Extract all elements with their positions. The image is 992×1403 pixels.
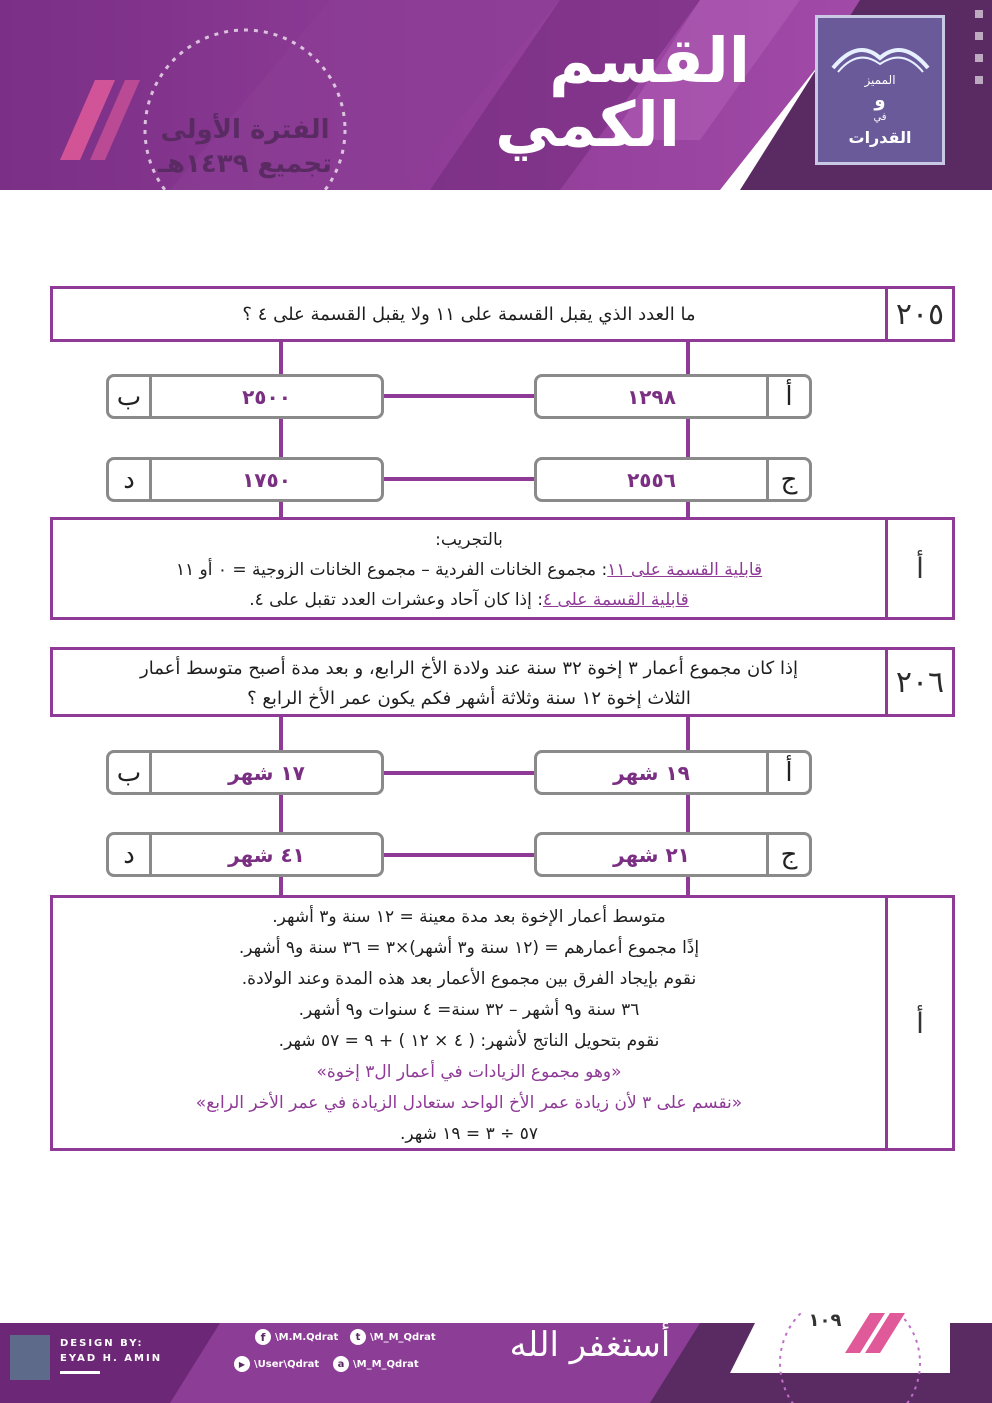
brand-logo bbox=[815, 15, 945, 165]
section-title-line2: الكمي bbox=[495, 88, 680, 161]
connector bbox=[384, 853, 536, 857]
instagram-link[interactable] bbox=[333, 1356, 419, 1372]
solution-rule-1 bbox=[53, 555, 885, 585]
option-value: ١٢٩٨ bbox=[627, 384, 676, 409]
page-number: ١٠٩ bbox=[808, 1310, 842, 1331]
facebook-handle: \M.M.Qdrat bbox=[275, 1331, 339, 1343]
youtube-handle: \User\Qdrat bbox=[254, 1358, 320, 1370]
option-206-c[interactable] bbox=[534, 832, 812, 877]
option-letter: أ bbox=[766, 753, 809, 792]
option-206-d[interactable] bbox=[106, 832, 384, 877]
rule-label: قابلية القسمة على ٤ bbox=[542, 590, 689, 610]
calligraphy: أستغفر الله bbox=[509, 1325, 671, 1365]
solution-206 bbox=[53, 902, 885, 1150]
option-value: ٢١ شهر bbox=[613, 842, 690, 867]
logo-text-top: المميز bbox=[864, 73, 896, 87]
solution-note: «نقسم على ٣ لأن زيادة عمر الأخ الواحد ستعادل الزيادة في عمر الأخر الرابع» bbox=[195, 1093, 743, 1113]
answer-206: أ bbox=[885, 898, 952, 1148]
solution-final: ٥٧ ÷ ٣ = ١٩ شهر. bbox=[399, 1124, 539, 1144]
solution-206-box bbox=[50, 895, 955, 1151]
youtube-icon: ▶ bbox=[234, 1356, 250, 1372]
twitter-icon: t bbox=[350, 1329, 366, 1345]
solution-line: نقوم بتحويل الناتج لأشهر: ( ٤ × ١٢ ) + ٩ = ٥٧ شهر. bbox=[278, 1031, 660, 1051]
option-letter: ب bbox=[109, 753, 152, 792]
solution-line: نقوم بإيجاد الفرق بين مجموع الأعمار بعد هذه المدة وعند الولادة. bbox=[241, 969, 697, 989]
connector bbox=[384, 394, 536, 398]
option-letter: د bbox=[109, 460, 152, 499]
option-value: ٢٥٥٦ bbox=[627, 467, 676, 492]
question-206-number: ٢٠٦ bbox=[885, 650, 952, 714]
solution-intro: بالتجريب: bbox=[435, 530, 503, 550]
solution-line: ٣٦ سنة و٩ أشهر – ٣٢ سنة= ٤ سنوات و٩ أشهر. bbox=[298, 1000, 640, 1020]
book-icon bbox=[828, 28, 933, 78]
logo-text-mid: و bbox=[874, 90, 886, 111]
question-205-text: ما العدد الذي يقبل القسمة على ١١ ولا يقبل القسمة على ٤ ؟ bbox=[242, 303, 696, 325]
option-letter: ج bbox=[766, 835, 809, 874]
question-206-line1: إذا كان مجموع أعمار ٣ إخوة ٣٢ سنة عند ولادة الأخ الرابع، و بعد مدة أصبح متوسط أعمار bbox=[140, 658, 798, 679]
solution-205-box bbox=[50, 517, 955, 620]
answer-205: أ bbox=[885, 520, 952, 617]
rule-text: : إذا كان آحاد وعشرات العدد تقبل على ٤. bbox=[249, 590, 543, 610]
option-205-a[interactable] bbox=[534, 374, 812, 419]
design-by-label: DESIGN BY: bbox=[60, 1338, 144, 1349]
option-205-c[interactable] bbox=[534, 457, 812, 502]
logo-text-main: القدرات bbox=[848, 128, 912, 147]
page-footer bbox=[0, 1310, 992, 1403]
section-title-line1: القسم bbox=[549, 24, 750, 97]
question-206-line2: الثلاث إخوة ١٢ سنة وثلاثة أشهر فكم يكون عمر الأخ الرابع ؟ bbox=[247, 688, 691, 709]
option-205-d[interactable] bbox=[106, 457, 384, 502]
question-205-number: ٢٠٥ bbox=[885, 289, 952, 339]
rule-label: قابلية القسمة على ١١ bbox=[607, 560, 763, 580]
twitter-link[interactable] bbox=[350, 1329, 436, 1345]
option-206-a[interactable] bbox=[534, 750, 812, 795]
period-line2: تجميع ١٤٣٩هـ bbox=[158, 149, 332, 179]
connector bbox=[384, 771, 536, 775]
period-line1: الفترة الأولى bbox=[160, 115, 330, 145]
option-letter: أ bbox=[766, 377, 809, 416]
solution-rule-2 bbox=[53, 585, 885, 615]
divider bbox=[60, 1371, 100, 1374]
connector bbox=[384, 477, 536, 481]
question-206-box bbox=[50, 647, 955, 717]
solution-205 bbox=[53, 525, 885, 615]
option-letter: د bbox=[109, 835, 152, 874]
solution-line: إذًا مجموع أعمارهم = (١٢ سنة و٣ أشهر)×٣ = ٣٦ سنة و٩ أشهر. bbox=[238, 938, 700, 958]
logo-text-bottom: في bbox=[873, 112, 887, 123]
option-letter: ج bbox=[766, 460, 809, 499]
option-value: ١٧٥٠ bbox=[242, 467, 291, 492]
youtube-link[interactable] bbox=[234, 1356, 319, 1372]
option-value: ٢٥٠٠ bbox=[242, 384, 291, 409]
designer-name: EYAD H. AMIN bbox=[60, 1353, 163, 1364]
instagram-icon: a bbox=[333, 1356, 349, 1372]
facebook-icon: f bbox=[255, 1329, 271, 1345]
solution-line: متوسط أعمار الإخوة بعد مدة معينة = ١٢ سنة و٣ أشهر. bbox=[272, 907, 666, 927]
option-value: ٤١ شهر bbox=[228, 842, 305, 867]
option-letter: ب bbox=[109, 377, 152, 416]
solution-note: «وهو مجموع الزيادات في أعمار ال٣ إخوة» bbox=[316, 1062, 622, 1082]
option-value: ١٩ شهر bbox=[613, 760, 690, 785]
question-205-box bbox=[50, 286, 955, 342]
option-205-b[interactable] bbox=[106, 374, 384, 419]
twitter-handle: \M_M_Qdrat bbox=[370, 1331, 436, 1343]
rule-text: : مجموع الخانات الفردية – مجموع الخانات الزوجية = ٠ أو ١١ bbox=[175, 560, 608, 580]
instagram-handle: \M_M_Qdrat bbox=[353, 1358, 419, 1370]
option-value: ١٧ شهر bbox=[228, 760, 305, 785]
page-header bbox=[0, 0, 992, 190]
designer-logo bbox=[10, 1335, 50, 1380]
facebook-link[interactable] bbox=[255, 1329, 338, 1345]
option-206-b[interactable] bbox=[106, 750, 384, 795]
question-206-text bbox=[63, 654, 875, 714]
